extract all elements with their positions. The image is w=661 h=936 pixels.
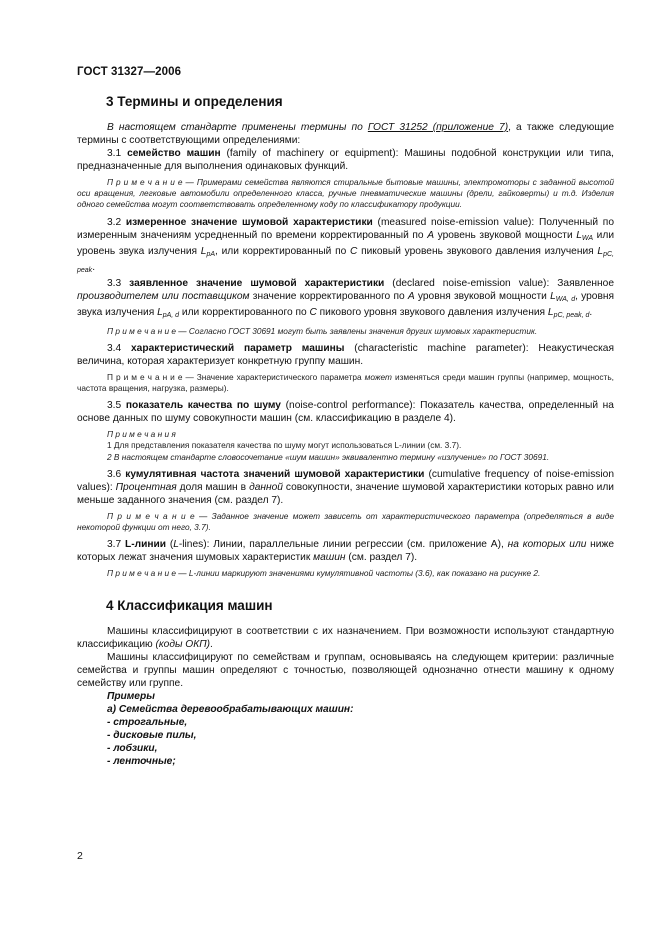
note-3-5-1: 1 Для представления показателя качества по шуму могут использоваться L-линии (см. 3.7). bbox=[107, 440, 462, 451]
example-item: - лобзики, bbox=[107, 743, 158, 755]
term-3-4: 3.4 характеристический параметр машины (characteristic machine parameter): Неакустическая величина, которая характеризует конкретную группу машин. bbox=[77, 342, 614, 367]
page-number: 2 bbox=[77, 850, 83, 862]
note-3-7: П р и м е ч а н и е — L-линии маркируют значениями кумулятивной частоты (3.6), как показано на рисунке 2. bbox=[107, 568, 541, 579]
section-3-title: 3 Термины и определения bbox=[106, 94, 283, 109]
document-body bbox=[77, 94, 614, 768]
note-3-6: П р и м е ч а н и е — Заданное значение может зависеть от характеристического параметра (определяться в виде некоторой функции от него, 3.7). bbox=[77, 510, 614, 533]
section-4-para-1: Машины классифицируют в соответствии с их назначением. При возможности используют стандартную классификацию (коды ОКП). bbox=[77, 626, 614, 651]
example-item: - дисковые пилы, bbox=[107, 730, 197, 742]
note-3-3: П р и м е ч а н и е — Согласно ГОСТ 30691 могут быть заявлены значения других шумовых характеристик. bbox=[107, 325, 538, 336]
term-3-2: 3.2 измеренное значение шумовой характеристики (measured noise-emission value): Полученный по измеренным значениям усредненный по времени корректированный по А уровень звуковой мощности $L_{WA}$ или уровень звука излучения $L_{pA}$, или корректированный по С пиковый уровень звукового давления излучения $L_{pC, peak}$. bbox=[77, 216, 615, 274]
examples-heading: Примеры bbox=[107, 691, 155, 703]
example-item: - ленточные; bbox=[107, 756, 176, 768]
example-item: - строгальные, bbox=[107, 717, 188, 729]
document-header: ГОСТ 31327—2006 bbox=[77, 66, 182, 78]
example-a: а) Семейства деревообрабатывающих машин: bbox=[107, 704, 354, 716]
gost-31252-link[interactable]: ГОСТ 31252 (приложение 7) bbox=[367, 122, 509, 133]
term-3-7: 3.7 L-линии (L-lines): Линии, параллельные линии регрессии (см. приложение А), на которых или ниже которых лежат значения шумовых характеристик машин (см. раздел 7). bbox=[77, 539, 614, 564]
term-3-6: 3.6 кумулятивная частота значений шумовой характеристики (cumulative frequency of noise-emission values): Процентная доля машин в данной совокупности, значение шумовой характеристики которых равно или меньше заданного значения (см. раздел 7). bbox=[77, 468, 615, 506]
note-3-1: П р и м е ч а н и е — Примерами семейства являются стиральные бытовые машины, электромоторы с заданной высотой оси вращения, легковые автомобили определенного класса, ручные пневматические машины (дрели, гайковерты) и т.д. Изделия одного семейства могут соответствовать определенному коду по классификатору продукции. bbox=[77, 177, 614, 210]
note-3-4: П р и м е ч а н и е — Значение характеристического параметра может изменяться среди машин группы (например, мощность, частота вращения, нагрузка, размеры). bbox=[77, 371, 614, 394]
section-4-title: 4 Классификация машин bbox=[106, 598, 273, 614]
term-3-3: 3.3 заявленное значение шумовой характеристики (declared noise-emission value): Заявленное производителем или поставщиком значение корректированного по А уровня звуковой мощности $L_{WA, d}$, уровня звука излучения $L_{pA, d}$ или корректированного по С пикового уровня звукового давления излучения $L_{pC, peak, d}$. bbox=[77, 277, 615, 319]
section-4-para-2: Машины классифицируют по семействам и группам, основываясь на следующем критерии: различные семейства и группы машин определяют с точностью, позволяющей однозначно отнести машину к одному семейству или группе. bbox=[77, 652, 614, 690]
section-3-intro: В настоящем стандарте применены термины по ГОСТ 31252 (приложение 7), а также следующие термины с соответствующими определениями: bbox=[77, 122, 614, 146]
notes-3-5-heading: П р и м е ч а н и я bbox=[107, 429, 176, 440]
term-3-5: 3.5 показатель качества по шуму (noise-control performance): Показатель качества, определенный на основе данных по шуму совокупности машин (см. классификацию в разделе 4). bbox=[77, 400, 614, 425]
term-3-1: 3.1 семейство машин (family of machinery or equipment): Машины подобной конструкции или типа, предназначенные для выполнения одинаковых функций. bbox=[77, 148, 614, 172]
note-3-5-2: 2 В настоящем стандарте словосочетание «шум машин» эквивалентно термину «излучение» по ГОСТ 30691. bbox=[107, 451, 550, 462]
